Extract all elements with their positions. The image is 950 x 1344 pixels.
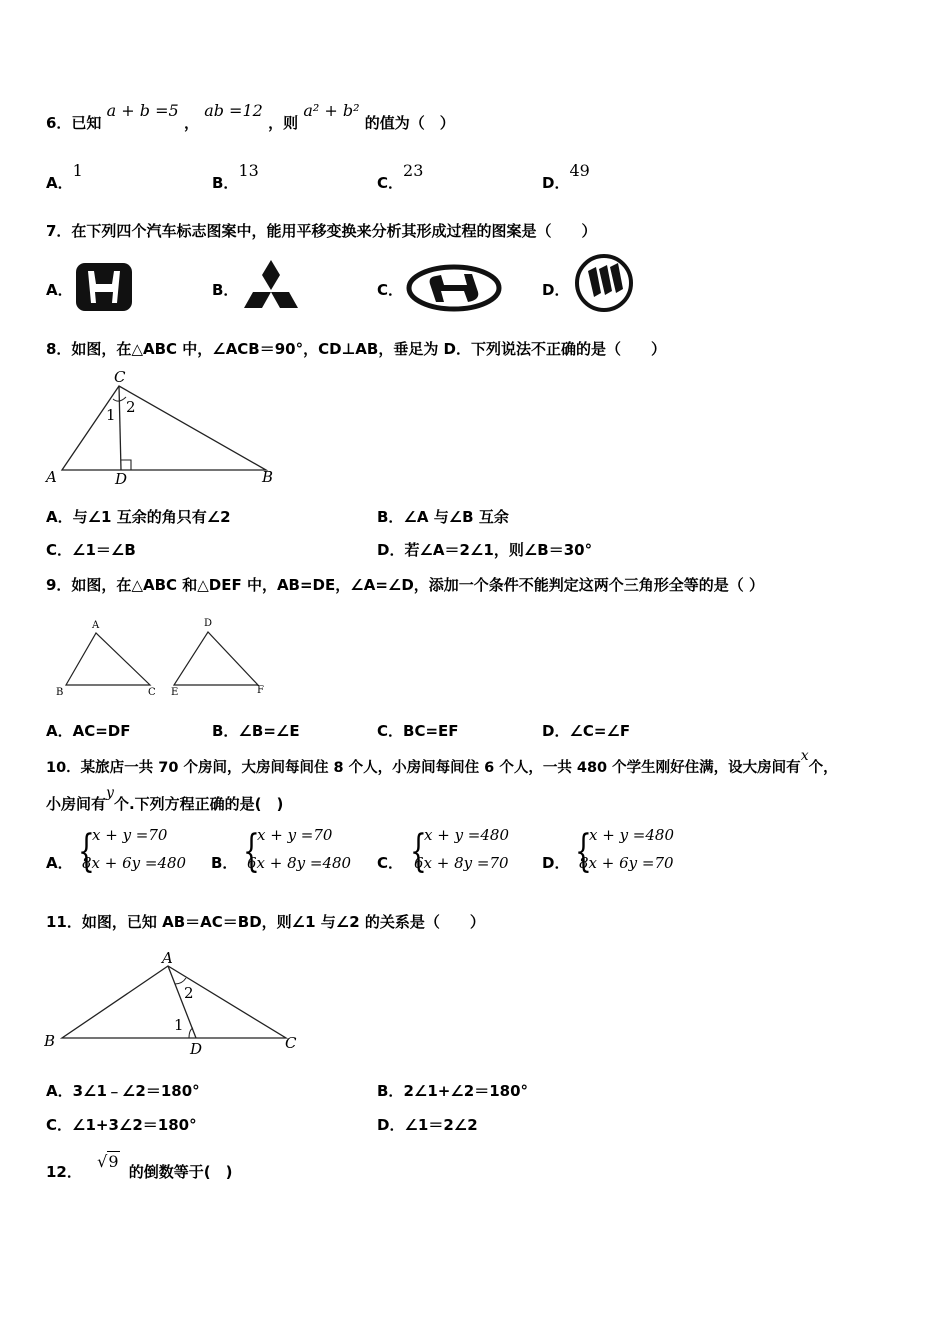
q10-option-d-label[interactable]: D． <box>542 854 570 872</box>
q7-option-a[interactable]: A． <box>46 281 73 299</box>
q10-var-y: y <box>106 785 114 801</box>
q6-option-c-value: 23 <box>403 161 424 180</box>
q11-label-b: B <box>44 1032 56 1050</box>
hyundai-logo-icon <box>406 264 502 312</box>
q11-angle-2: 2 <box>184 984 194 1002</box>
q8-option-d[interactable]: D．若∠A＝2∠1，则∠B＝30° <box>377 541 593 559</box>
q6-option-b-value: 13 <box>238 161 259 180</box>
question-10-line1: 10．某旅店一共 70 个房间，大房间每间住 8 个人，小房间每间住 6 个人，一共 480 个学生刚好住满，设大房间有x个， <box>46 748 838 776</box>
q11-label-c: C <box>285 1034 297 1052</box>
q12-sqrt: √9 <box>97 1152 119 1171</box>
q6-option-b[interactable]: B．13 <box>212 161 259 192</box>
q9-label-a: A <box>92 620 100 631</box>
q8-option-b[interactable]: B．∠A 与∠B 互余 <box>377 508 509 526</box>
q6-option-a[interactable]: A．1 <box>46 161 83 192</box>
q6-option-c[interactable]: C．23 <box>377 161 424 192</box>
question-7: 7．在下列四个汽车标志图案中，能用平移变换来分析其形成过程的图案是（ ） <box>46 222 597 240</box>
q7-option-b[interactable]: B． <box>212 281 239 299</box>
q11-option-c[interactable]: C．∠1+3∠2＝180° <box>46 1116 197 1134</box>
q8-option-a[interactable]: A．与∠1 互余的角只有∠2 <box>46 508 231 526</box>
q10-option-a-label[interactable]: A． <box>46 854 73 872</box>
q12-radicand: 9 <box>108 1152 119 1171</box>
q11-option-a[interactable]: A．3∠1﹣∠2＝180° <box>46 1082 200 1100</box>
q8-triangle <box>62 386 266 470</box>
q12-tail: 的倒数等于( ) <box>128 1163 233 1181</box>
question-11: 11．如图，已知 AB＝AC＝BD，则∠1 与∠2 的关系是（ ） <box>46 913 485 931</box>
q6-tail: 的值为（ ） <box>364 114 455 132</box>
question-12 <box>46 1152 233 1182</box>
q6-sep2: ，则 <box>268 114 299 132</box>
honda-logo-icon <box>75 262 133 312</box>
question-10-line2: 小房间有y个.下列方程正确的是( ) <box>46 785 284 813</box>
q11-option-b[interactable]: B．2∠1+∠2＝180° <box>377 1082 529 1100</box>
q9-label-e: E <box>171 687 179 698</box>
q9-triangle-abc <box>66 633 150 685</box>
q12-number: 12． <box>46 1163 82 1181</box>
q8-right-angle-mark <box>121 460 131 470</box>
q8-altitude-cd <box>119 386 121 470</box>
q8-angle-2: 2 <box>126 398 136 416</box>
q6-option-a-value: 1 <box>72 161 83 180</box>
q8-label-d: D <box>115 470 128 488</box>
q8-option-c[interactable]: C．∠1＝∠B <box>46 541 136 559</box>
question-9: 9．如图，在△ABC 和△DEF 中，AB=DE，∠A=∠D，添加一个条件不能判定这两个三角形全等的是（ ） <box>46 576 765 594</box>
q10-option-b-label[interactable]: B． <box>211 854 238 872</box>
q11-label-d: D <box>190 1040 203 1058</box>
q8-label-a: A <box>46 468 57 486</box>
q6-expr-squares: a² + b² <box>303 101 360 120</box>
q9-triangle-def <box>174 632 258 685</box>
q9-label-c: C <box>148 687 156 698</box>
q9-label-f: F <box>257 685 264 696</box>
q9-label-b: B <box>56 687 64 698</box>
q11-option-d[interactable]: D．∠1＝2∠2 <box>377 1116 478 1134</box>
q9-option-c[interactable]: C．BC=EF <box>377 722 459 740</box>
q11-angle-1: 1 <box>174 1016 184 1034</box>
q8-label-b: B <box>262 468 274 486</box>
q6-sep1: ， <box>183 114 199 132</box>
q9-label-d: D <box>204 618 213 629</box>
q6-expr-product: ab =12 <box>204 101 263 120</box>
question-6 <box>46 101 455 133</box>
q9-option-a[interactable]: A．AC=DF <box>46 722 131 740</box>
q10-option-c-label[interactable]: C． <box>377 854 404 872</box>
q8-label-c: C <box>114 368 126 386</box>
q11-figure <box>44 950 302 1060</box>
mitsubishi-logo-icon <box>241 258 301 312</box>
q7-option-d[interactable]: D． <box>542 281 570 299</box>
q11-label-a: A <box>162 950 173 967</box>
q9-option-d[interactable]: D．∠C=∠F <box>542 722 631 740</box>
q6-number: 6．已知 <box>46 114 102 132</box>
q7-option-c[interactable]: C． <box>377 281 404 299</box>
q8-angle-1: 1 <box>106 406 116 424</box>
q6-expr-sum: a + b =5 <box>106 101 179 120</box>
question-8: 8．如图，在△ABC 中，∠ACB＝90°，CD⊥AB，垂足为 D．下列说法不正确的是（ ） <box>46 340 667 358</box>
q9-figure <box>54 615 274 700</box>
q6-option-d[interactable]: D．49 <box>542 161 590 192</box>
buick-logo-icon <box>574 253 634 313</box>
q9-option-b[interactable]: B．∠B=∠E <box>212 722 300 740</box>
q8-figure <box>44 368 284 490</box>
q10-var-x: x <box>800 748 809 764</box>
q6-option-d-value: 49 <box>569 161 590 180</box>
